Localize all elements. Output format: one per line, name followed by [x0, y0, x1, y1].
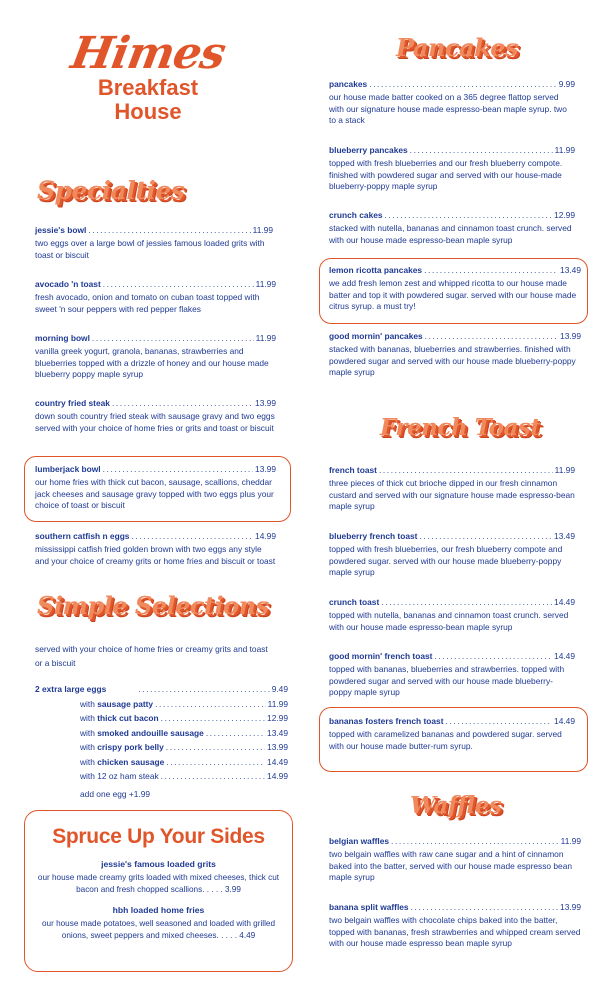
item-desc: two belgain waffles with chocolate chips baked into the batter, topped with bananas, fresh strawberries and whipped cream served with our house made espresso bean maple syrup — [329, 915, 581, 949]
menu-item — [329, 79, 575, 127]
item-desc: topped with caramelized bananas and powdered sugar. served with our house made butter-rum syrup. — [329, 729, 562, 751]
item-desc: stacked with nutella, bananas and cinnamon toast crunch. served with our house made espresso-bean maple syrup — [329, 223, 572, 245]
item-price: 13.99 — [560, 331, 581, 341]
menu-item — [329, 651, 575, 699]
side-desc: our house made creamy grits loaded with mixed cheeses, thick cut bacon and fresh chopped scallions. . . . . 3.99 — [37, 873, 280, 894]
item-name: bananas fosters french toast — [329, 716, 444, 726]
item-desc: mississippi catfish fried golden brown with two eggs any style and your choice of creamy grits or home fries and biscuit or toast — [35, 544, 276, 566]
simple-options — [80, 697, 288, 783]
menu-item — [35, 225, 273, 261]
item-desc: three pieces of thick cut brioche dipped in our fresh cinnamon custard and served with our signature house made espresso-bean maple syrup — [329, 478, 575, 512]
menu-item — [35, 398, 276, 434]
logo — [63, 28, 233, 124]
item-name: southern catfish n eggs — [35, 531, 130, 541]
logo-line-2: House — [114, 99, 182, 124]
item-desc: two eggs over a large bowl of jessies famous loaded grits with toast or biscuit — [35, 238, 265, 260]
option-row: with sausage patty ..... 11.99 — [80, 697, 288, 711]
item-price: 11.99 — [554, 145, 575, 155]
menu-item — [329, 597, 575, 633]
item-price: 11.99 — [255, 279, 276, 289]
menu-item — [329, 265, 581, 313]
logo-script: Himes — [67, 28, 229, 79]
option-row: with thick cut bacon ..... 12.99 — [80, 711, 288, 725]
heading-specialties: Specialties — [37, 176, 185, 205]
item-desc: two belgain waffles with raw cane sugar and a hint of cinnamon baked into the batter, served with our house made espresso bean maple syrup — [329, 849, 573, 883]
item-price: 13.49 — [560, 265, 581, 275]
item-name: lemon ricotta pancakes — [329, 265, 423, 275]
menu-item — [329, 465, 575, 513]
item-desc: fresh avocado, onion and tomato on cuban toast topped with sweet 'n sour peppers with red pepper flakes — [35, 292, 260, 314]
item-price: 13.99 — [255, 398, 276, 408]
item-price: 13.49 — [554, 531, 575, 541]
menu-item — [329, 531, 575, 579]
add-egg: add one egg +1.99 — [80, 789, 151, 799]
side-name: hbh loaded home fries — [112, 905, 205, 915]
menu-item — [35, 333, 276, 381]
item-name: lumberjack bowl — [35, 464, 101, 474]
heading-waffles: Waffles — [410, 792, 502, 819]
item-price: 11.99 — [554, 465, 575, 475]
logo-line-1: Breakfast — [97, 75, 199, 100]
side-desc: our house made potatoes, well seasoned and loaded with grilled onions, sweet peppers and mixed cheeses. . . . . 4.49 — [41, 919, 276, 940]
item-name: crunch cakes — [329, 210, 383, 220]
simple-intro: served with your choice of home fries or creamy grits and toast or a biscuit — [35, 644, 268, 668]
item-price: 11.99 — [252, 225, 273, 235]
item-price: 12.99 — [554, 210, 575, 220]
menu-item — [329, 331, 581, 379]
item-name: blueberry pancakes — [329, 145, 408, 155]
menu-item — [329, 836, 581, 884]
item-name: good mornin' french toast — [329, 651, 433, 661]
option-row: with 12 oz ham steak ..... 14.99 — [80, 769, 288, 783]
side-name: jessie's famous loaded grits — [101, 859, 216, 869]
item-desc: topped with fresh blueberries and our fresh blueberry compote. finished with powdered sugar and served with our house-made blueberry-poppy maple syrup — [329, 158, 563, 192]
item-name: country fried steak — [35, 398, 110, 408]
item-name: french toast — [329, 465, 377, 475]
item-name: belgian waffles — [329, 836, 390, 846]
item-desc: our house made batter cooked on a 365 degree flattop served with our signature house made espresso-bean maple syrup. two to a stack — [329, 92, 567, 126]
menu-item — [329, 716, 575, 752]
item-name: 2 extra large eggs — [35, 684, 107, 694]
item-name: jessie's bowl — [35, 225, 87, 235]
menu-item — [329, 902, 581, 950]
item-name: good mornin' pancakes — [329, 331, 423, 341]
option-row: with smoked andouille sausage ..... 13.49 — [80, 726, 288, 740]
item-price: 11.99 — [255, 333, 276, 343]
option-row: with chicken sausage ..... 14.49 — [80, 755, 288, 769]
item-desc: stacked with bananas, blueberries and strawberries. finished with powdered sugar and served with our house made blueberry-poppy maple syrup — [329, 344, 576, 378]
menu-item — [35, 279, 276, 315]
item-desc: our home fries with thick cut bacon, sausage, scallions, cheddar jack cheeses and sausage gravy topped with two eggs plus your choice of toast or biscuit — [35, 477, 274, 511]
item-price: 14.49 — [554, 651, 575, 661]
menu-item — [35, 464, 276, 512]
sides-title: Spruce Up Your Sides — [52, 825, 265, 848]
menu-item — [329, 210, 575, 246]
menu-item — [329, 145, 575, 193]
item-price: 13.99 — [255, 464, 276, 474]
item-name: avocado 'n toast — [35, 279, 101, 289]
menu-item — [35, 531, 276, 567]
item-desc: we add fresh lemon zest and whipped ricotta to our house made batter and top it with powdered sugar. served with our house made citrus syrup. a must try! — [329, 278, 577, 312]
item-price: 11.99 — [560, 836, 581, 846]
item-price: 14.99 — [255, 531, 276, 541]
item-price: 14.49 — [554, 716, 575, 726]
item-desc: topped with fresh blueberries, our fresh blueberry compote and powdered sugar. served with our house made blueberry-poppy maple syrup — [329, 544, 563, 578]
heading-simple-selections: Simple Selections — [37, 591, 269, 620]
item-price: 14.49 — [554, 597, 575, 607]
item-name: blueberry french toast — [329, 531, 418, 541]
option-row: with crispy pork belly ..... 13.99 — [80, 740, 288, 754]
item-name: pancakes — [329, 79, 368, 89]
sides-box — [24, 810, 293, 972]
heading-french-toast: French Toast — [380, 414, 541, 441]
item-desc: topped with nutella, bananas and cinnamon toast crunch. served with our house made espresso-bean maple syrup — [329, 610, 569, 632]
item-name: crunch toast — [329, 597, 380, 607]
item-name: morning bowl — [35, 333, 90, 343]
simple-main — [35, 684, 288, 695]
item-desc: topped with bananas, blueberries and strawberries. topped with powdered sugar and served with our house made blueberry-poppy maple syrup — [329, 664, 565, 698]
heading-pancakes: Pancakes — [396, 33, 518, 62]
item-price: 9.49 — [271, 684, 288, 694]
item-desc: down south country fried steak with sausage gravy and two eggs served with your choice of home fries or grits and toast or biscuit — [35, 411, 275, 433]
item-desc: vanilla greek yogurt, granola, bananas, strawberries and blueberries topped with a drizzle of honey and our house made blueberry poppy maple syrup — [35, 346, 269, 380]
item-name: banana split waffles — [329, 902, 409, 912]
item-price: 13.99 — [560, 902, 581, 912]
item-price: 9.99 — [558, 79, 575, 89]
